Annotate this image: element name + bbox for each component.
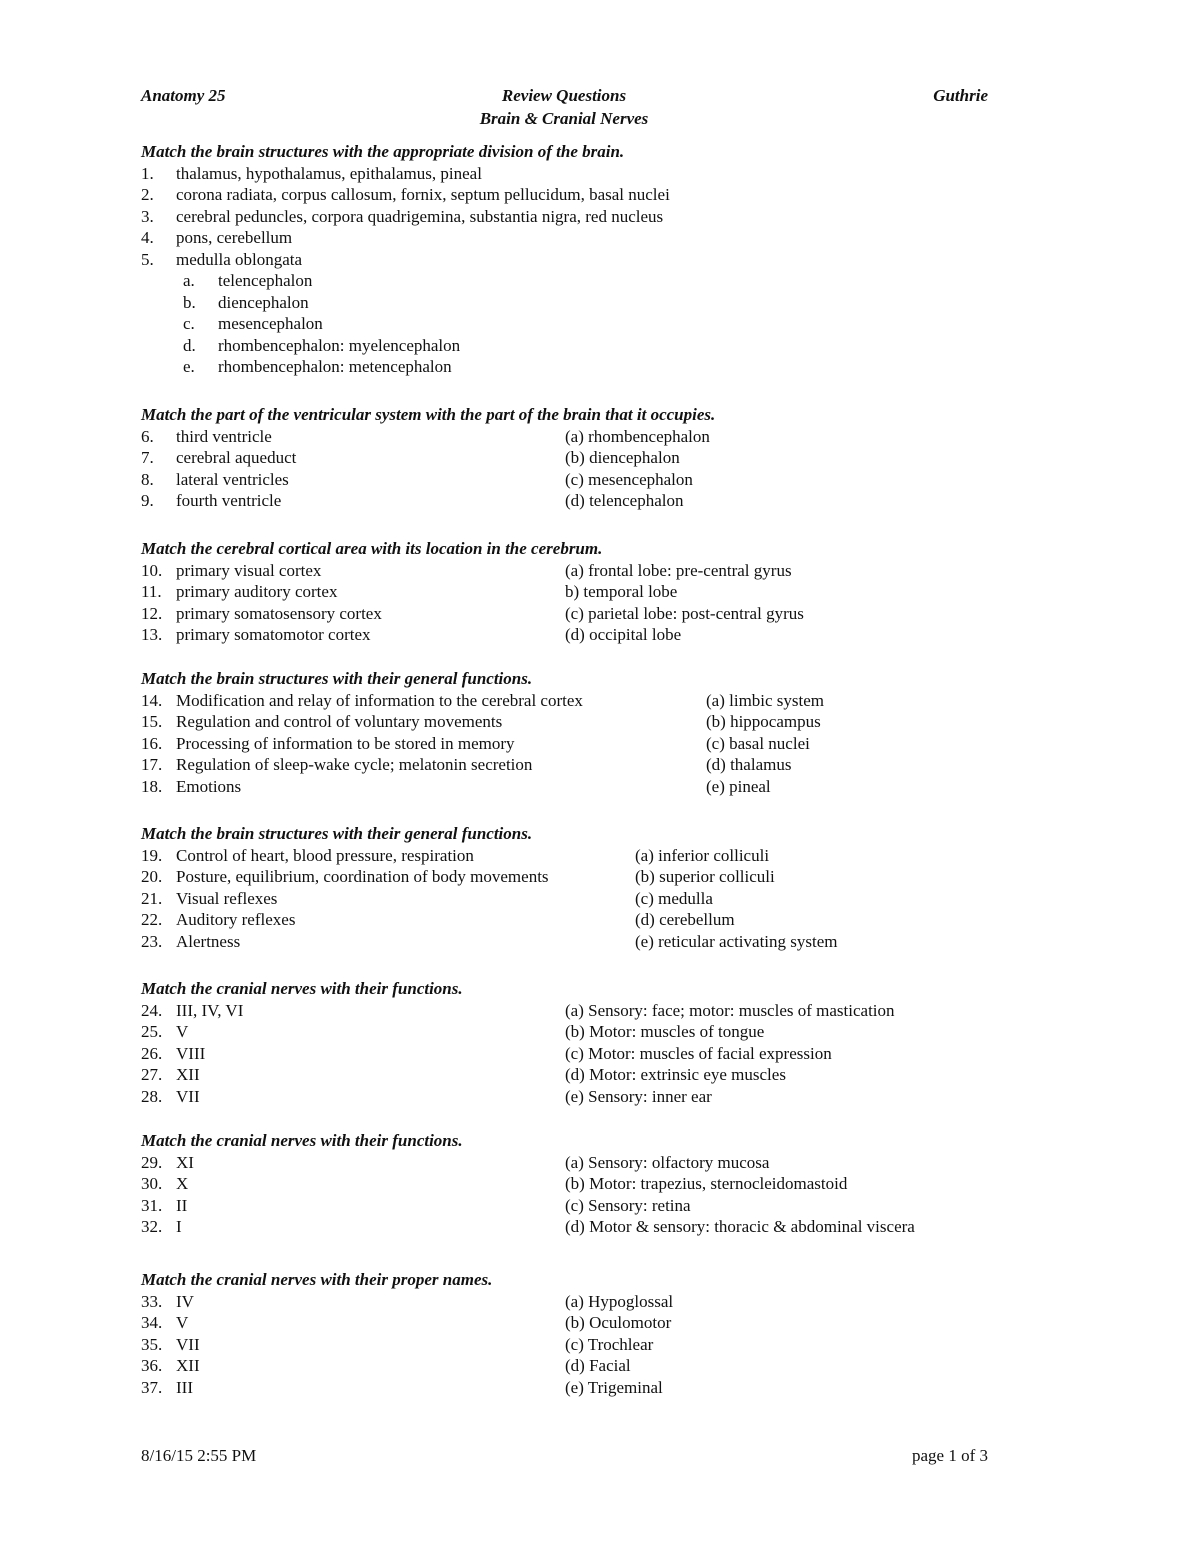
question-text: cerebral aqueduct [176,448,297,467]
answer-option: (b) Motor: trapezius, sternocleidomastoid [565,1174,848,1193]
question-text: lateral ventricles [176,469,289,489]
question-number: 29. [141,1152,163,1172]
choice-letter: d. [183,335,196,355]
question-item [141,866,1050,888]
question-item [141,184,1050,206]
question-item [141,1152,1050,1174]
question-item [141,888,1050,910]
author-name: Guthrie [933,86,988,105]
question-number: 12. [141,603,163,623]
answer-option: (d) cerebellum [635,910,735,929]
question-number: 33. [141,1291,163,1311]
answer-option: (a) inferior colliculi [635,845,770,865]
question-item [141,1377,1050,1399]
section-instruction: Match the brain structures with their general functions. [141,824,533,843]
section-instruction: Match the part of the ventricular system with the part of the brain that it occupies. [141,405,716,424]
choice-text: rhombencephalon: metencephalon [218,357,452,376]
answer-option: (e) Sensory: inner ear [565,1086,712,1106]
question-item [141,1000,1050,1022]
question-section-brain-functions-2 [141,823,1050,952]
question-item [141,490,1050,512]
question-number: 23. [141,931,163,951]
question-number: 5. [141,249,154,269]
question-number: 10. [141,560,163,580]
question-number: 28. [141,1086,163,1106]
question-section-brain-divisions [141,141,1050,378]
question-item [141,931,1050,953]
question-item [141,1086,1050,1108]
answer-option: (a) Sensory: olfactory mucosa [565,1152,770,1172]
answer-option: (d) Facial [565,1356,631,1375]
question-number: 30. [141,1174,163,1193]
question-item [141,1216,1050,1238]
question-item [141,603,1050,625]
answer-option: (e) pineal [706,776,771,796]
answer-option: (c) Sensory: retina [565,1195,691,1215]
question-number: 32. [141,1217,163,1236]
question-text: III, IV, VI [176,1000,244,1020]
question-number: 2. [141,185,154,204]
question-text: V [176,1022,189,1041]
answer-option: (e) Trigeminal [565,1377,663,1397]
answer-choice [141,270,1050,292]
print-timestamp: 8/16/15 2:55 PM [141,1446,257,1465]
question-number: 20. [141,867,163,886]
question-item [141,447,1050,469]
answer-option: (c) mesencephalon [565,469,693,489]
course-title: Anatomy 25 [141,86,226,105]
question-number: 13. [141,625,163,644]
question-item [141,909,1050,931]
answer-option: (a) Sensory: face; motor: muscles of mastication [565,1000,895,1020]
question-text: II [176,1195,188,1215]
document-title: Review Questions [501,86,627,105]
question-text: Regulation and control of voluntary movements [176,712,503,731]
question-number: 18. [141,776,163,796]
question-number: 19. [141,845,163,865]
question-text: IV [176,1291,194,1311]
question-number: 17. [141,755,163,774]
answer-option: (a) rhombencephalon [565,426,710,446]
question-number: 14. [141,690,163,710]
question-item [141,733,1050,755]
document-subtitle: Brain & Cranial Nerves [479,109,649,128]
question-item [141,690,1050,712]
section-instruction: Match the cranial nerves with their proper names. [141,1270,493,1289]
question-text: VII [176,1334,200,1354]
choice-text: diencephalon [218,292,309,312]
question-item [141,754,1050,776]
question-item [141,1334,1050,1356]
question-text: Visual reflexes [176,888,278,908]
section-instruction: Match the cranial nerves with their functions. [141,979,463,998]
question-item [141,1043,1050,1065]
question-number: 6. [141,426,154,446]
answer-option: (a) limbic system [706,690,825,710]
choice-letter: c. [183,314,195,333]
question-number: 36. [141,1356,163,1375]
answer-choice [141,313,1050,335]
choice-text: rhombencephalon: myelencephalon [218,335,461,355]
question-text: XI [176,1152,194,1172]
question-item [141,1355,1050,1377]
question-item [141,206,1050,228]
choice-text: mesencephalon [218,314,323,333]
question-text: Processing of information to be stored in memory [176,733,515,753]
choice-letter: b. [183,292,196,312]
question-section-brain-functions-1 [141,668,1050,797]
answer-option: (c) parietal lobe: post-central gyrus [565,603,804,623]
question-text: Auditory reflexes [176,910,296,929]
question-text: fourth ventricle [176,491,282,510]
question-text: cerebral peduncles, corpora quadrigemina, substantia nigra, red nucleus [176,206,664,226]
answer-option: (a) frontal lobe: pre-central gyrus [565,560,792,580]
question-number: 25. [141,1022,163,1041]
question-item [141,469,1050,491]
question-number: 31. [141,1195,163,1215]
question-text: primary somatosensory cortex [176,603,382,623]
question-text: XII [176,1065,200,1084]
answer-option: (e) reticular activating system [635,931,838,951]
question-text: I [176,1217,182,1236]
question-number: 15. [141,712,163,731]
question-number: 21. [141,888,163,908]
question-number: 27. [141,1065,163,1084]
question-text: medulla oblongata [176,249,303,269]
answer-option: (c) medulla [635,888,713,908]
question-text: V [176,1313,189,1332]
question-number: 8. [141,469,154,489]
question-text: Posture, equilibrium, coordination of body movements [176,867,549,886]
question-text: primary somatomotor cortex [176,625,371,644]
question-text: III [176,1377,193,1397]
question-text: VIII [176,1043,206,1063]
question-text: third ventricle [176,426,272,446]
question-text: thalamus, hypothalamus, epithalamus, pineal [176,163,482,183]
question-item [141,1021,1050,1043]
question-item [141,227,1050,249]
question-text: Alertness [176,931,241,951]
answer-option: (c) Motor: muscles of facial expression [565,1043,832,1063]
question-item [141,163,1050,185]
answer-option: (d) thalamus [706,755,792,774]
question-item [141,1064,1050,1086]
question-text: Regulation of sleep-wake cycle; melatonin secretion [176,755,533,774]
section-instruction: Match the brain structures with their general functions. [141,669,533,688]
question-text: X [176,1174,189,1193]
answer-option: (b) Oculomotor [565,1313,672,1332]
question-text: XII [176,1356,200,1375]
question-item [141,1291,1050,1313]
page-number: page 1 of 3 [911,1446,988,1465]
question-text: Emotions [176,776,242,796]
question-number: 37. [141,1377,163,1397]
question-number: 4. [141,228,154,247]
question-section-cortical-areas [141,538,1050,646]
answer-option: (d) Motor: extrinsic eye muscles [565,1065,786,1084]
choice-text: telencephalon [218,271,313,290]
answer-option: (d) occipital lobe [565,625,682,644]
question-item [141,845,1050,867]
answer-option: (d) telencephalon [565,491,684,510]
question-number: 7. [141,448,154,467]
question-text: Modification and relay of information to the cerebral cortex [176,690,583,710]
question-number: 11. [141,582,162,601]
answer-option: (c) Trochlear [565,1334,654,1354]
answer-option: (a) Hypoglossal [565,1291,674,1311]
question-text: Control of heart, blood pressure, respiration [176,845,474,865]
answer-option: (b) hippocampus [706,712,821,731]
answer-choice [141,292,1050,314]
answer-option: (b) Motor: muscles of tongue [565,1022,765,1041]
answer-option: (b) superior colliculi [635,867,775,886]
answer-choice [141,335,1050,357]
question-item [141,1173,1050,1195]
question-number: 3. [141,206,154,226]
question-item [141,1312,1050,1334]
question-text: primary visual cortex [176,560,322,580]
question-number: 35. [141,1334,163,1354]
section-instruction: Match the brain structures with the appropriate division of the brain. [141,142,625,161]
question-number: 34. [141,1313,163,1332]
answer-choice [141,356,1050,378]
question-section-ventricles [141,404,1050,512]
question-number: 24. [141,1000,163,1020]
question-item [141,711,1050,733]
question-item [141,581,1050,603]
question-number: 22. [141,910,163,929]
question-item [141,624,1050,646]
choice-letter: e. [183,357,195,376]
question-text: corona radiata, corpus callosum, fornix, septum pellucidum, basal nuclei [176,185,670,204]
question-number: 9. [141,491,154,510]
question-number: 26. [141,1043,163,1063]
section-instruction: Match the cranial nerves with their functions. [141,1131,463,1150]
question-section-cranial-functions-2 [141,1130,1050,1238]
question-text: pons, cerebellum [176,228,293,247]
question-text: primary auditory cortex [176,582,338,601]
question-item [141,776,1050,798]
question-text: VII [176,1086,200,1106]
question-item [141,426,1050,448]
section-instruction: Match the cerebral cortical area with its location in the cerebrum. [141,539,603,558]
choice-letter: a. [183,271,195,290]
question-number: 16. [141,733,163,753]
question-item [141,1195,1050,1217]
question-section-cranial-names [141,1269,1050,1398]
question-number: 1. [141,163,154,183]
question-item [141,560,1050,582]
answer-option: (d) Motor & sensory: thoracic & abdominal viscera [565,1217,915,1236]
question-item [141,249,1050,271]
answer-option: (c) basal nuclei [706,733,810,753]
answer-option: (b) diencephalon [565,448,680,467]
question-section-cranial-functions-1 [141,978,1050,1107]
answer-option: b) temporal lobe [565,582,678,601]
